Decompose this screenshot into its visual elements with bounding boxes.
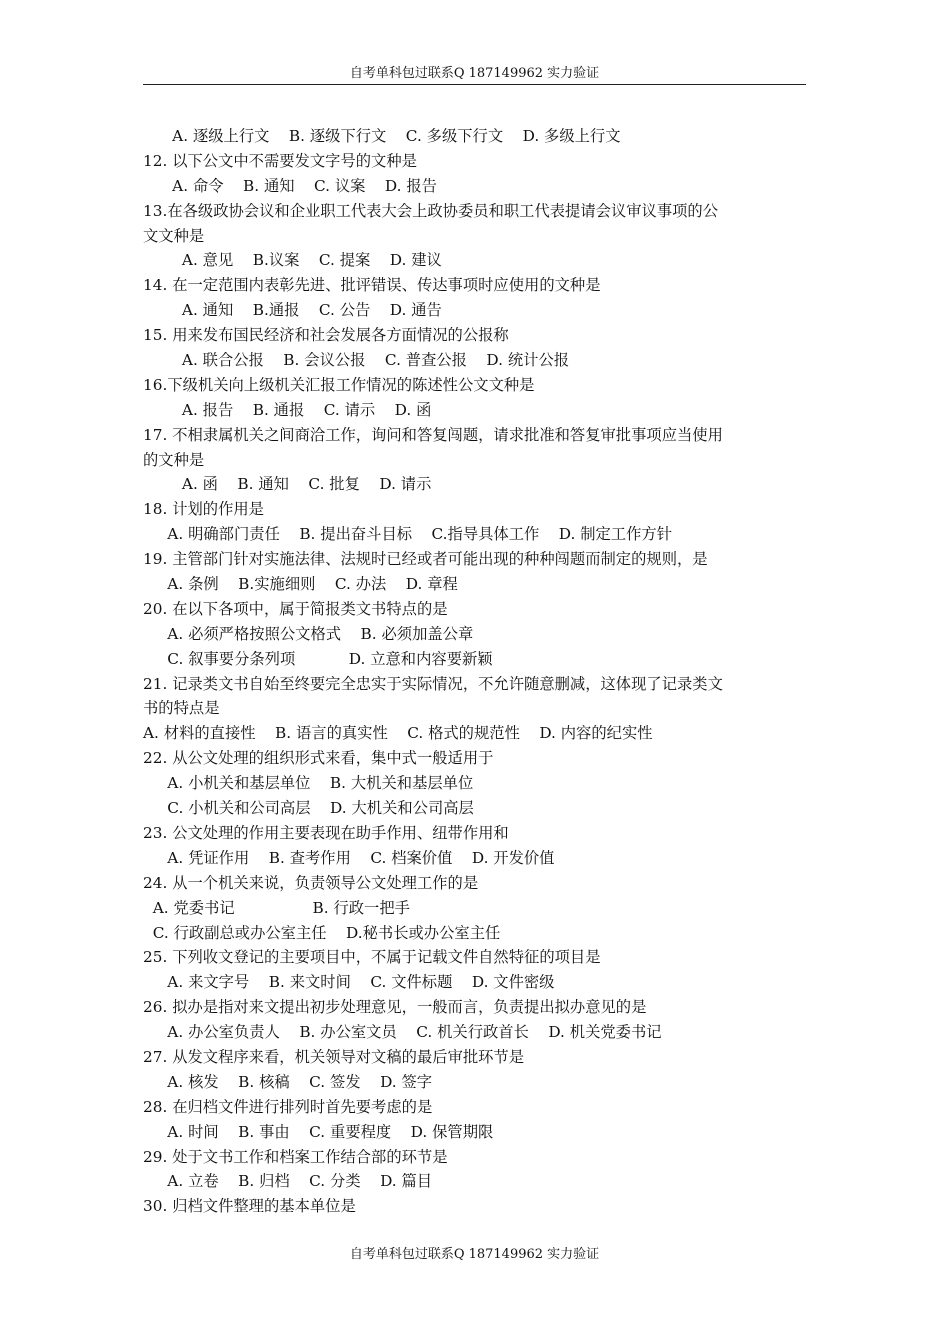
text-line: A. 函 B. 通知 C. 批复 D. 请示 <box>143 475 432 494</box>
text-line: A. 来文字号 B. 来文时间 C. 文件标题 D. 文件密级 <box>143 973 555 992</box>
text-line: A. 凭证作用 B. 查考作用 C. 档案价值 D. 开发价值 <box>143 848 555 867</box>
text-line: 26. 拟办是指对来文提出初步处理意见，一般而言，负责提出拟办意见的是 <box>143 998 647 1017</box>
text-line: 17. 不相隶属机关之间商洽工作，询问和答复闯题，请求批准和答复审批事项应当使用 <box>143 425 723 444</box>
text-line: 文文种是 <box>143 226 205 245</box>
page-footer: 自考单科包过联系Q 187149962 实力验证 <box>349 1247 600 1262</box>
text-line: 24. 从一个机关来说，负责领导公文处理工作的是 <box>143 873 479 892</box>
text-line: 18. 计划的作用是 <box>143 500 264 519</box>
text-line: A. 命令 B. 通知 C. 议案 D. 报告 <box>143 176 437 195</box>
text-line: 30. 归档文件整理的基本单位是 <box>143 1197 356 1216</box>
text-line: A. 时间 B. 事由 C. 重要程度 D. 保管期限 <box>143 1122 494 1141</box>
text-line: C. 叙事要分条列项 D. 立意和内容要新颖 <box>143 649 493 668</box>
text-line: A. 核发 B. 核稿 C. 签发 D. 签字 <box>143 1072 433 1091</box>
text-line: A. 材料的直接性 B. 语言的真实性 C. 格式的规范性 D. 内容的纪实性 <box>143 724 653 743</box>
text-line: C. 行政副总或办公室主任 D.秘书长或办公室主任 <box>143 923 501 942</box>
text-line: A. 逐级上行文 B. 逐级下行文 C. 多级下行文 D. 多级上行文 <box>143 127 621 145</box>
text-line: 25. 下列收文登记的主要项目中，不属于记载文件自然特征的项目是 <box>143 948 601 967</box>
text-line: A. 联合公报 B. 会议公报 C. 普查公报 D. 统计公报 <box>143 351 570 370</box>
text-line: 16.下级机关向上级机关汇报工作情况的陈述性公文文种是 <box>143 375 535 394</box>
text-line: A. 报告 B. 通报 C. 请示 D. 函 <box>143 400 432 419</box>
text-line: 书的特点是 <box>143 699 220 718</box>
text-line: 13.在各级政协会议和企业职工代表大会上政协委员和职工代表提请会议审议事项的公 <box>143 201 719 220</box>
text-line: A. 办公室负责人 B. 办公室文员 C. 机关行政首长 D. 机关党委书记 <box>143 1023 662 1042</box>
text-line: 23. 公文处理的作用主要表现在助手作用、纽带作用和 <box>143 823 509 842</box>
text-line: 19. 主管部门针对实施法律、法规时已经或者可能出现的种种闯题而制定的规则，是 <box>143 550 708 569</box>
text-line: 22. 从公文处理的组织形式来看，集中式一般适用于 <box>143 749 494 768</box>
text-line: A. 党委书记 B. 行政一把手 <box>143 898 410 917</box>
text-line: A. 条例 B.实施细则 C. 办法 D. 章程 <box>143 575 458 594</box>
text-line: 21. 记录类文书自始至终要完全忠实于实际情况，不允许随意删减，这体现了记录类文 <box>143 674 723 693</box>
text-line: A. 通知 B.通报 C. 公告 D. 通告 <box>143 301 442 320</box>
header-divider <box>143 84 806 85</box>
text-line: 27. 从发文程序来看，机关领导对文稿的最后审批环节是 <box>143 1047 525 1066</box>
text-line: A. 必须严格按照公文格式 B. 必须加盖公章 <box>143 624 474 643</box>
text-line: A. 立卷 B. 归档 C. 分类 D. 篇目 <box>143 1172 433 1191</box>
question-list <box>143 124 823 1219</box>
text-line: A. 明确部门责任 B. 提出奋斗目标 C.指导具体工作 D. 制定工作方针 <box>143 525 672 544</box>
text-line: C. 小机关和公司高层 D. 大机关和公司高层 <box>143 799 474 818</box>
text-line: 20. 在以下各项中，属于简报类文书特点的是 <box>143 599 448 618</box>
text-line: 15. 用来发布国民经济和社会发展各方面情况的公报称 <box>143 326 509 345</box>
text-line: A. 小机关和基层单位 B. 大机关和基层单位 <box>143 774 474 793</box>
text-line: 29. 处于文书工作和档案工作结合部的环节是 <box>143 1147 448 1166</box>
text-line: 14. 在一定范围内表彰先进、批评错误、传达事项时应使用的文种是 <box>143 276 601 295</box>
text-line: 12. 以下公文中不需要发文字号的文种是 <box>143 151 417 170</box>
text-line: 的文种是 <box>143 450 205 469</box>
text-line: A. 意见 B.议案 C. 提案 D. 建议 <box>143 251 442 270</box>
page-header: 自考单科包过联系Q 187149962 实力验证 <box>349 66 600 81</box>
text-line: 28. 在归档文件进行排列时首先要考虑的是 <box>143 1097 433 1116</box>
